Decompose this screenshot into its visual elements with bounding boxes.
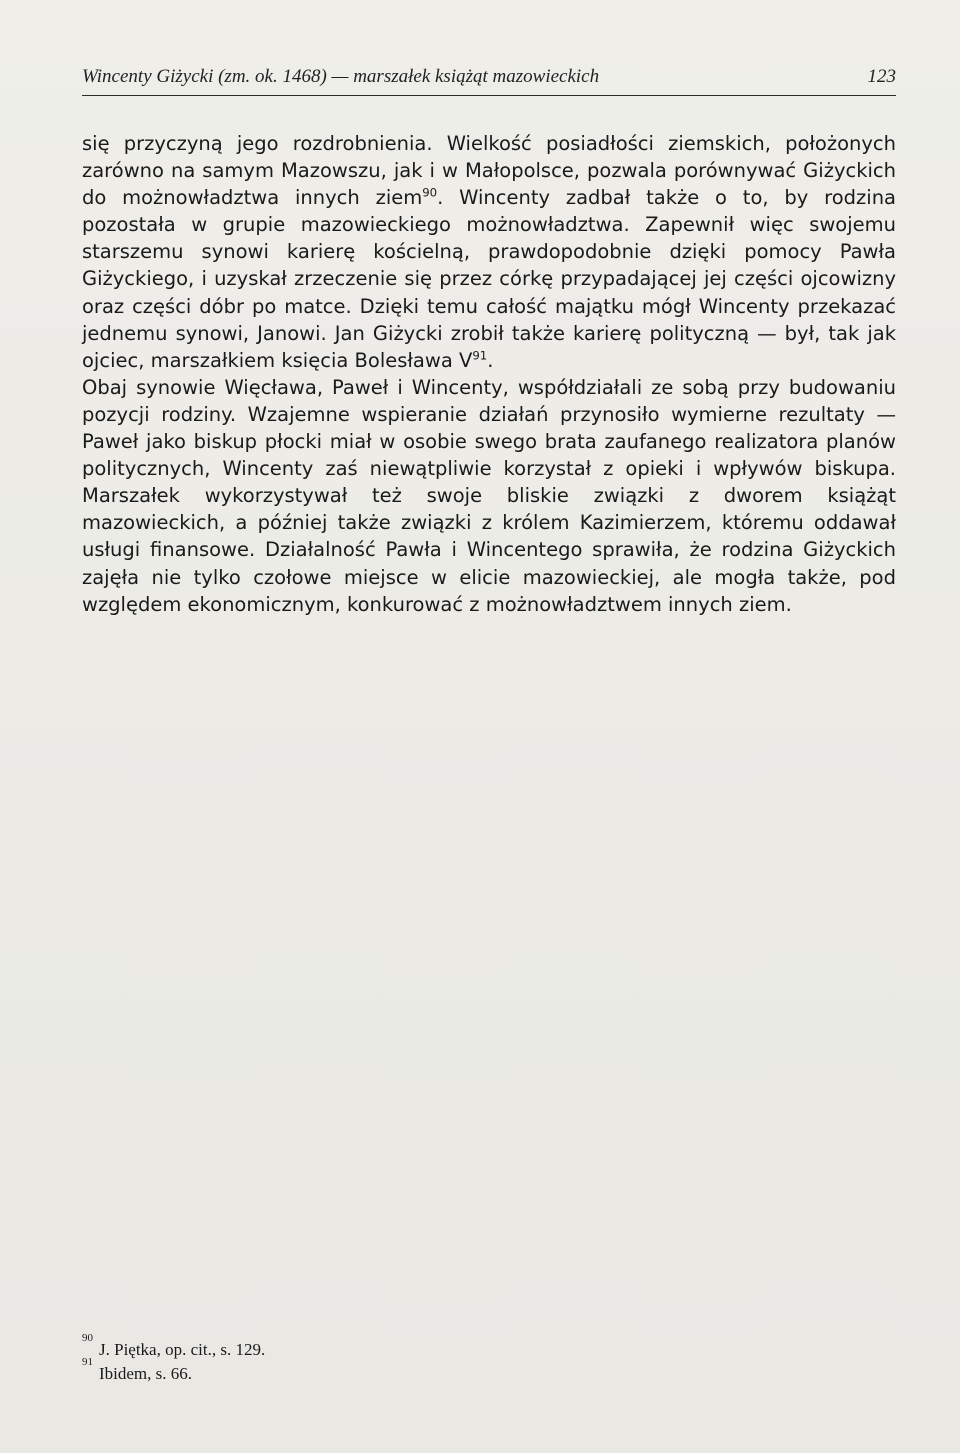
main-text <box>82 130 896 618</box>
footnotes <box>82 1332 896 1386</box>
header-rule <box>82 95 896 96</box>
running-title: Wincenty Giżycki (zm. ok. 1468) — marszałek książąt mazowieckich <box>82 66 600 87</box>
paragraph-1-part-a: się przyczyną jego rozdrobnienia. Wielkość posiadłości ziemskich, położonych zarówno na samym Mazowszu, jak i w Małopolsce, pozwala porównywać Giżyckich do możnowładztwa innych ziem <box>82 132 896 210</box>
footnote-text: Ibidem, s. 66. <box>99 1364 193 1383</box>
paragraph-1-part-c: . <box>487 348 494 372</box>
footnote-text: J. Piętka, op. cit., s. 129. <box>99 1340 266 1359</box>
page-number: 123 <box>867 66 896 87</box>
paragraph-1-part-b: . Wincenty zadbał także o to, by rodzina pozostała w grupie mazowieckiego możnowładztwa. Zapewnił więc swojemu starszemu synowi karierę kościelną, prawdopodobnie dzięki pomocy Pawła Giżyckiego, i uzyskał zrzeczenie się przez córkę przypadającej jej części ojcowizny oraz części dóbr po matce. Dzięki temu całość majątku mógł Wincenty przekazać jednemu synowi, Janowi. Jan Giżycki zrobił także karierę polityczną — był, tak jak ojciec, marszałkiem księcia Bolesława V <box>82 186 896 372</box>
footnote-90 <box>82 1332 896 1362</box>
paragraph-1 <box>82 130 896 374</box>
footnote-ref-91: 91 <box>472 348 488 363</box>
footnote-ref-90: 90 <box>422 185 438 200</box>
footnote-number: 91 <box>82 1356 93 1368</box>
paragraph-2: Obaj synowie Więcława, Paweł i Wincenty, współdziałali ze sobą przy budowaniu pozycji rodziny. Wzajemne wspieranie działań przynosiło wymierne rezultaty — Paweł jako biskup płocki miał w osobie swego brata zaufanego realizatora planów politycznych, Wincenty zaś niewątpliwie korzystał z opieki i wpływów biskupa. Marszałek wykorzystywał też swoje bliskie związki z dworem książąt mazowieckich, a później także związki z królem Kazimierzem, któremu oddawał usługi finansowe. Działalność Pawła i Wincentego sprawiła, że rodzina Giżyckich zajęła nie tylko czołowe miejsce w elicie mazowieckiej, ale mogła także, pod względem ekonomicznym, konkurować z możnowładztwem innych ziem. <box>82 375 896 616</box>
running-header <box>82 66 896 88</box>
footnote-number: 90 <box>82 1332 93 1344</box>
footnote-91 <box>82 1356 896 1386</box>
